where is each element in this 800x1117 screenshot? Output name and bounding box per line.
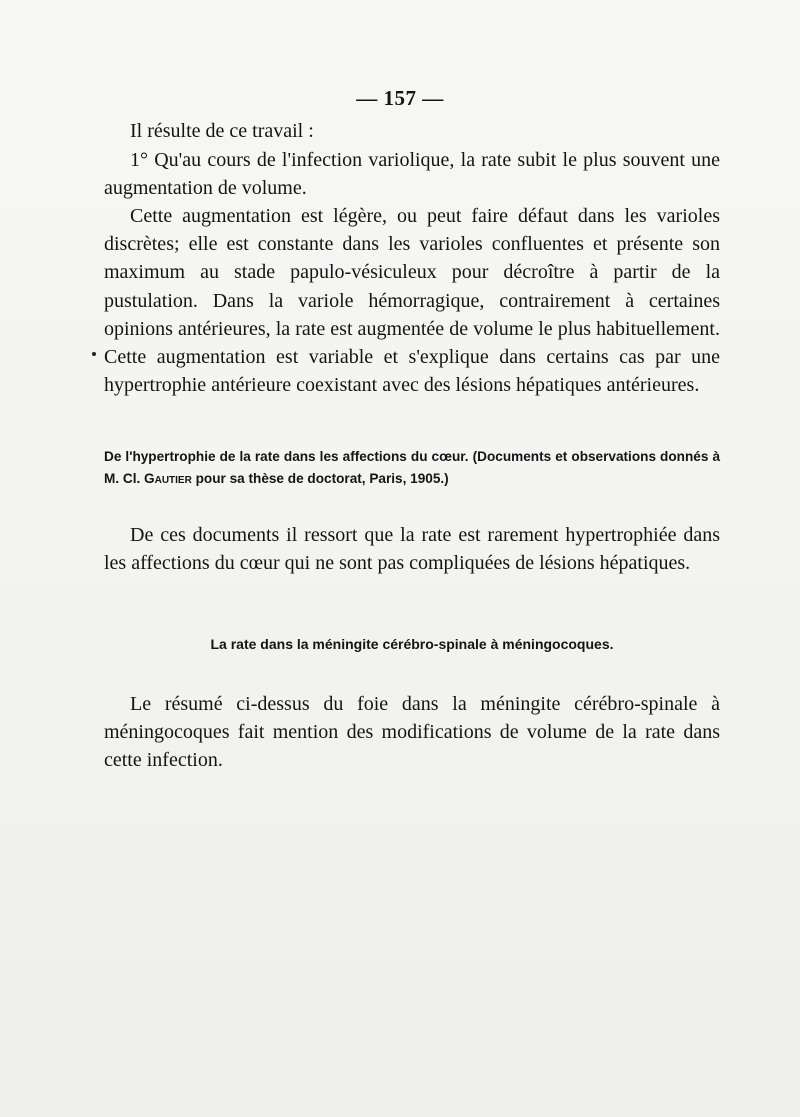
paragraph-1: 1° Qu'au cours de l'infection variolique, la rate subit le plus souvent une augmentation de volume. [104,149,720,200]
paragraph-2: Cette augmentation est légère, ou peut faire défaut dans les varioles discrètes; elle est constante dans les varioles confluentes et présente son maximum au stade papulo-vésiculeux pour décroître à partir de la pustulation. Dans la variole hémorragique, contrairement à certaines opinions antérieures, la rate est augmentée de volume le plus habituellement. Cette augmentation est variable et s'explique dans certains cas par une hypertrophie antérieure coexistant avec des lésions hépatiques antérieures. [104,205,720,397]
section-heading-heart-note-start: (Documents et observations donnés à M. Cl. [104,449,721,486]
section-heading-heart [104,446,720,490]
ink-speck [92,352,96,356]
section-heading-meningitis: La rate dans la méningite cérébro-spinale à méningocoques. [210,636,614,652]
page-number: — 157 — [356,86,444,110]
section-heading-heart-author: Gautier [144,471,192,486]
paragraph-4: Le résumé ci-dessus du foie dans la méningite cérébro-spinale à méningocoques fait mention des modifications de volume de la rate dans cette infection. [104,693,720,772]
section-heading-heart-title: De l'hypertrophie de la rate dans les affections du cœur. [104,449,469,464]
intro-line: Il résulte de ce travail : [130,120,314,142]
section-heading-heart-note-end: pour sa thèse de doctorat, Paris, 1905.) [195,471,449,486]
paragraph-3: De ces documents il ressort que la rate est rarement hypertrophiée dans les affections du cœur qui ne sont pas compliquées de lésions hépatiques. [104,524,720,575]
